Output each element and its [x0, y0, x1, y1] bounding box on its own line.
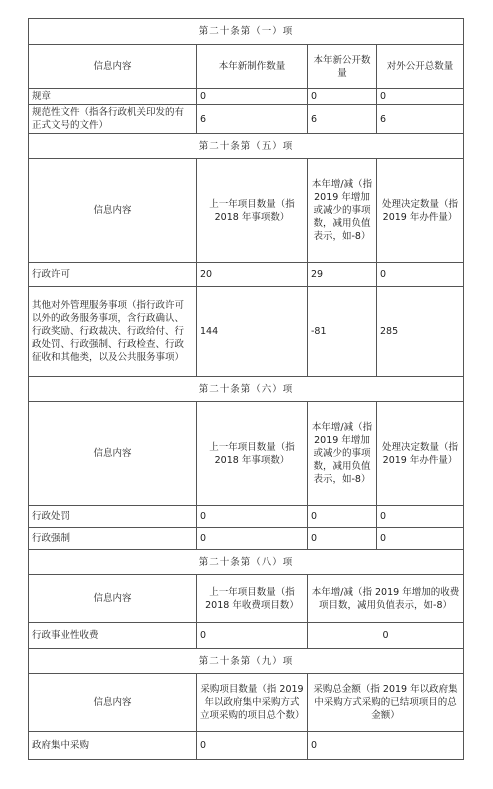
cell-value: 0: [308, 528, 377, 550]
gov-info-disclosure-table-wrap: [28, 18, 463, 760]
cell-value: 6: [377, 105, 464, 134]
row-label: 行政事业性收费: [29, 623, 197, 649]
header-total-public-count: 对外公开总数量: [377, 45, 464, 89]
header-info-content: 信息内容: [29, 402, 197, 506]
row-label: 规范性文件（指各行政机关印发的有正式文号的文件）: [29, 105, 197, 134]
row-label: 行政强制: [29, 528, 197, 550]
cell-value: 285: [377, 287, 464, 377]
cell-value: 6: [197, 105, 308, 134]
cell-value: 0: [377, 528, 464, 550]
header-prev-year-fee-count: 上一年项目数量（指 2018 年收费项目数）: [197, 575, 308, 623]
section-title-8: 第二十条第（八）项: [29, 550, 464, 575]
cell-value: 0: [197, 89, 308, 105]
header-prev-year-count: 上一年项目数量（指 2018 年事项数）: [197, 402, 308, 506]
row-label: 政府集中采购: [29, 732, 197, 760]
cell-value: 0: [308, 732, 464, 760]
cell-value: 0: [377, 506, 464, 528]
row-label: 其他对外管理服务事项（指行政许可以外的政务服务事项，含行政确认、行政奖励、行政裁决、行政给付、行政处罚、行政强制、行政检查、行政征收和其他类，以及公共服务事项）: [29, 287, 197, 377]
cell-value: -81: [308, 287, 377, 377]
section-title-9: 第二十条第（九）项: [29, 649, 464, 674]
header-change: 本年增/减（指 2019 年增加或减少的事项数，减用负值表示，如-8）: [308, 159, 377, 263]
header-fee-change: 本年增/减（指 2019 年增加的收费项目数，减用负值表示，如-8）: [308, 575, 464, 623]
cell-value: 144: [197, 287, 308, 377]
cell-value: 20: [197, 263, 308, 287]
cell-value: 0: [377, 263, 464, 287]
header-info-content: 信息内容: [29, 674, 197, 732]
section-title-1: 第二十条第（一）项: [29, 19, 464, 45]
cell-value: 0: [308, 89, 377, 105]
header-info-content: 信息内容: [29, 575, 197, 623]
row-label: 规章: [29, 89, 197, 105]
cell-value: 0: [197, 732, 308, 760]
header-info-content: 信息内容: [29, 159, 197, 263]
cell-value: 0: [197, 528, 308, 550]
header-decided-count: 处理决定数量（指 2019 年办件量）: [377, 402, 464, 506]
cell-value: 0: [377, 89, 464, 105]
cell-value: 0: [197, 506, 308, 528]
header-new-public-count: 本年新公开数量: [308, 45, 377, 89]
row-label: 行政处罚: [29, 506, 197, 528]
cell-value: 29: [308, 263, 377, 287]
section-title-5: 第二十条第（五）项: [29, 134, 464, 159]
row-label: 行政许可: [29, 263, 197, 287]
header-change: 本年增/减（指 2019 年增加或减少的事项数，减用负值表示，如-8）: [308, 402, 377, 506]
cell-value: 0: [308, 506, 377, 528]
header-info-content: 信息内容: [29, 45, 197, 89]
cell-value: 0: [197, 623, 308, 649]
header-new-made-count: 本年新制作数量: [197, 45, 308, 89]
cell-value: 0: [308, 623, 464, 649]
gov-info-disclosure-table: [28, 18, 464, 760]
header-prev-year-count: 上一年项目数量（指 2018 年事项数）: [197, 159, 308, 263]
section-title-6: 第二十条第（六）项: [29, 377, 464, 402]
cell-value: 6: [308, 105, 377, 134]
header-procurement-amount: 采购总金额（指 2019 年以政府集中采购方式采购的已结项项目的总金额）: [308, 674, 464, 732]
header-decided-count: 处理决定数量（指 2019 年办件量）: [377, 159, 464, 263]
header-procurement-count: 采购项目数量（指 2019 年以政府集中采购方式立项采购的项目总个数）: [197, 674, 308, 732]
